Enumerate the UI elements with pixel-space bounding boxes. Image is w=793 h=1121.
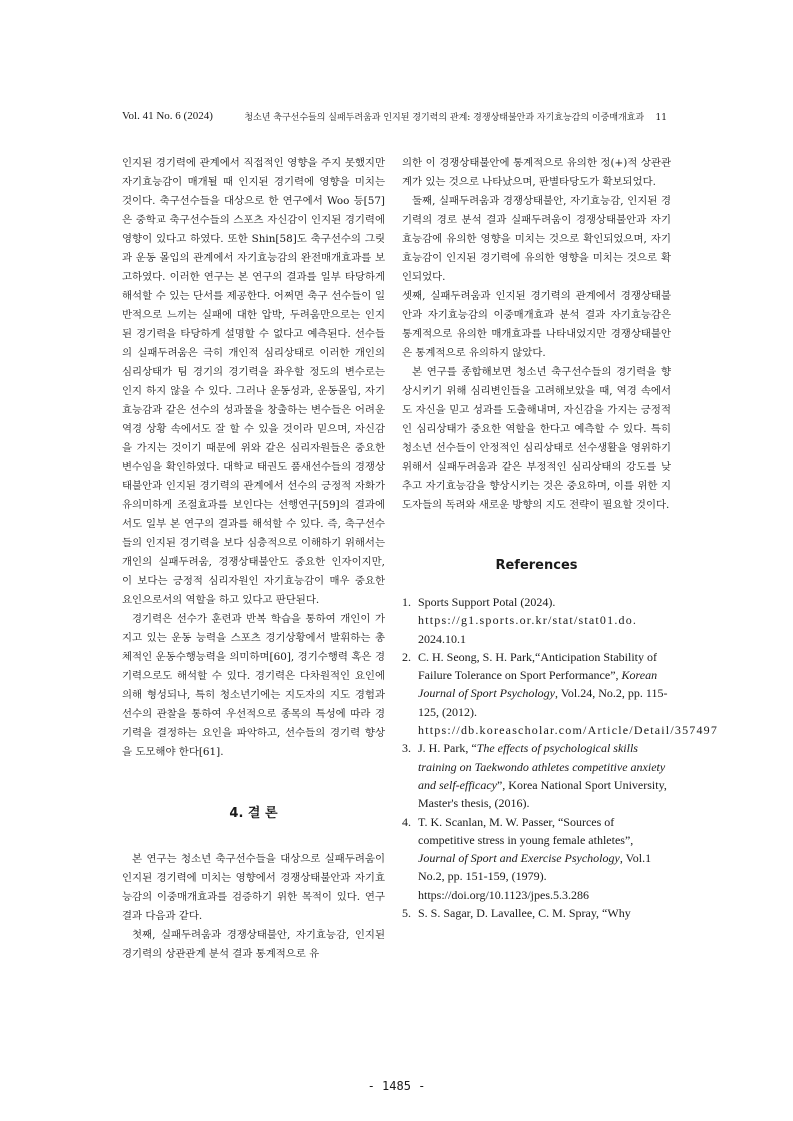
paragraph: 본 연구는 청소년 축구선수들을 대상으로 실패두려움이 인지된 경기력에 미치는 영향에서 경쟁상태불안과 자기효능감의 이중매개효과를 검증하기 위한 목적이 있다. 연구 결과 다음과 같다. (122, 853, 385, 922)
paragraph: 첫째, 실패두려움과 경쟁상태불안, 자기효능감, 인지된 경기력의 상관관계 분석 결과 통계적으로 유 (122, 929, 385, 960)
header-page-number: 11 (655, 113, 667, 123)
reference-item: 5. S. S. Sagar, D. Lavallee, C. M. Spray, “Why (402, 906, 631, 921)
journal-volume: Vol. 41 No. 6 (2024) (122, 110, 213, 122)
section-heading-conclusion: 4. 결 론 (229, 806, 278, 821)
paragraph: 둘째, 실패두려움과 경쟁상태불안, 자기효능감, 인지된 경기력의 경로 분석 결과 실패두려움이 경쟁상태불안과 자기효능감에 유의한 영향을 미치는 것으로 확인되었으며, 자기효능감이 인지된 경기력에 유의한 영향을 미치는 것으로 확인되었다. (402, 195, 671, 283)
reference-item: 4. T. K. Scanlan, M. W. Passer, “Sources of competitive stress in young female athletes”, Journal of Sport and Exercise Psychology, Vol.1 No.2, pp. 151-159, (1979). https://doi.org/10.1123/jpes.5.3.286 (402, 814, 652, 902)
references-heading: References (495, 558, 578, 573)
paragraph: 의한 이 경쟁상태불안에 통계적으로 유의한 정(+)적 상관관계가 있는 것으로 나타났으며, 판별타당도가 확보되었다. (402, 157, 671, 188)
reference-item: 1. Sports Support Potal (2024). https://g1.sports.or.kr/stat/stat01.do. 2024.10.1 (402, 595, 638, 646)
reference-item: 3. J. H. Park, “The effects of psychological skills training on Taekwondo athletes competitive anxiety and self-efficacy”, Korea National Sport University, Master's thesis, (2016). (402, 741, 667, 811)
page-number: - 1485 - (367, 1079, 426, 1093)
reference-list (402, 593, 719, 922)
reference-item: 2. C. H. Seong, S. H. Park,“Anticipation Stability of Failure Tolerance on Sport Performance”, Korean Journal of Sport Psychology, Vol.24, No.2, pp. 115-125, (2012). https://db.koreascholar.com/Article/Detail/357497 (402, 649, 719, 738)
reference-url[interactable]: https://db.koreascholar.com/Article/Detail/357497 (418, 723, 719, 738)
reference-url[interactable]: https://g1.sports.or.kr/stat/stat01.do. (418, 613, 638, 628)
running-header (244, 110, 667, 123)
paragraph: 본 연구를 종합해보면 청소년 축구선수들의 경기력을 향상시키기 위해 심리변인들을 고려해보았을 때, 역경 속에서도 자신을 믿고 성과를 도출해내며, 자신감을 가지는 긍정적인 심리상태가 중요한 역할을 한다고 예측할 수 있다. 특히 청소년 선수들이 안정적인 심리상태로 선수생활을 영위하기 위해서 실패두려움과 같은 부정적인 심리상태의 강도를 낮추고 자기효능감을 향상시키는 것은 중요하며, 이를 위한 지도자들의 독려와 새로운 방향의 지도 전략이 필요할 것이다. (402, 366, 671, 511)
paragraph: 셋째, 실패두려움과 인지된 경기력의 관계에서 경쟁상태불안과 자기효능감의 이중매개효과 분석 결과 자기효능감은 통계적으로 유의한 매개효과를 나타내었지만 경쟁상태불안은 통계적으로 유의하지 않았다. (402, 290, 671, 359)
right-column (402, 154, 719, 922)
left-column (122, 154, 385, 964)
running-title: 청소년 축구선수들의 실패두려움과 인지된 경기력의 관계: 경쟁상태불안과 자기효능감의 이중매개효과 (244, 113, 645, 123)
paragraph: 경기력은 선수가 훈련과 반복 학습을 통하여 개인이 가지고 있는 운동 능력을 스포츠 경기상황에서 발휘하는 총체적인 운동수행능력을 의미하며[60], 경기수행력 혹은 경기력으로도 해석할 수 있다. 경기력은 다차원적인 요인에 의해 형성되나, 특히 청소년기에는 지도자의 지도 경험과 선수의 관찰을 통하여 우선적으로 종목의 특성에 따라 경기력을 결정하는 요인을 파악하고, 선수들의 경기력 향상을 도모해야 한다[61]. (122, 613, 385, 758)
reference-doi[interactable]: https://doi.org/10.1123/jpes.5.3.286 (418, 887, 590, 902)
paragraph: 인지된 경기력에 관계에서 직접적인 영향을 주지 못했지만 자기효능감이 매개될 때 인지된 경기력에 영향을 미치는 것이다. 축구선수들을 대상으로 한 연구에서 Woo 등[57]은 중학교 축구선수들의 스포츠 자신감이 인지된 경기력에 영향이 있다고 하였다. 또한 Shin[58]도 축구선수의 그릿과 운동 몰입의 관계에서 자기효능감의 완전매개효과를 보고하였다. 이러한 연구는 본 연구의 결과를 일부 타당하게 해석할 수 있는 단서를 제공한다. 어쩌면 축구 선수들이 일반적으로 느끼는 실패에 대한 압박, 두려움만으로는 인지된 경기력을 타당하게 설명할 수 없다고 예측된다. 선수들의 실패두려움은 극히 개인적 심리상태로 이러한 개인의 심리상태가 팀 경기의 경기력을 좌우할 정도의 변수로는 인지 하지 않을 수 있다. 그러나 운동성과, 운동몰입, 자기효능감과 같은 선수의 성과물을 창출하는 변수들은 어려운 역경 상황 속에서도 잘 할 수 있을 것이라 믿으며, 자신감을 가지는 것이기 때문에 위와 같은 심리자원들은 중요한 변수임을 확인하였다. 대학교 태권도 품새선수들의 경쟁상태불안과 인지된 경기력의 관계에서 선수의 긍정적 자화가 유의미하게 조절효과를 보인다는 선행연구[59]의 결과에서도 일부 본 연구의 결과를 해석할 수 있다. 즉, 축구선수들의 인지된 경기력을 보다 심층적으로 이해하기 위해서는 개인의 실패두려움, 경쟁상태불안도 중요한 인자이지만, 이 보다는 긍정적 심리자원인 자기효능감이 매우 중요한 요인으로서의 역할을 하고 있다고 판단된다. (122, 157, 385, 606)
